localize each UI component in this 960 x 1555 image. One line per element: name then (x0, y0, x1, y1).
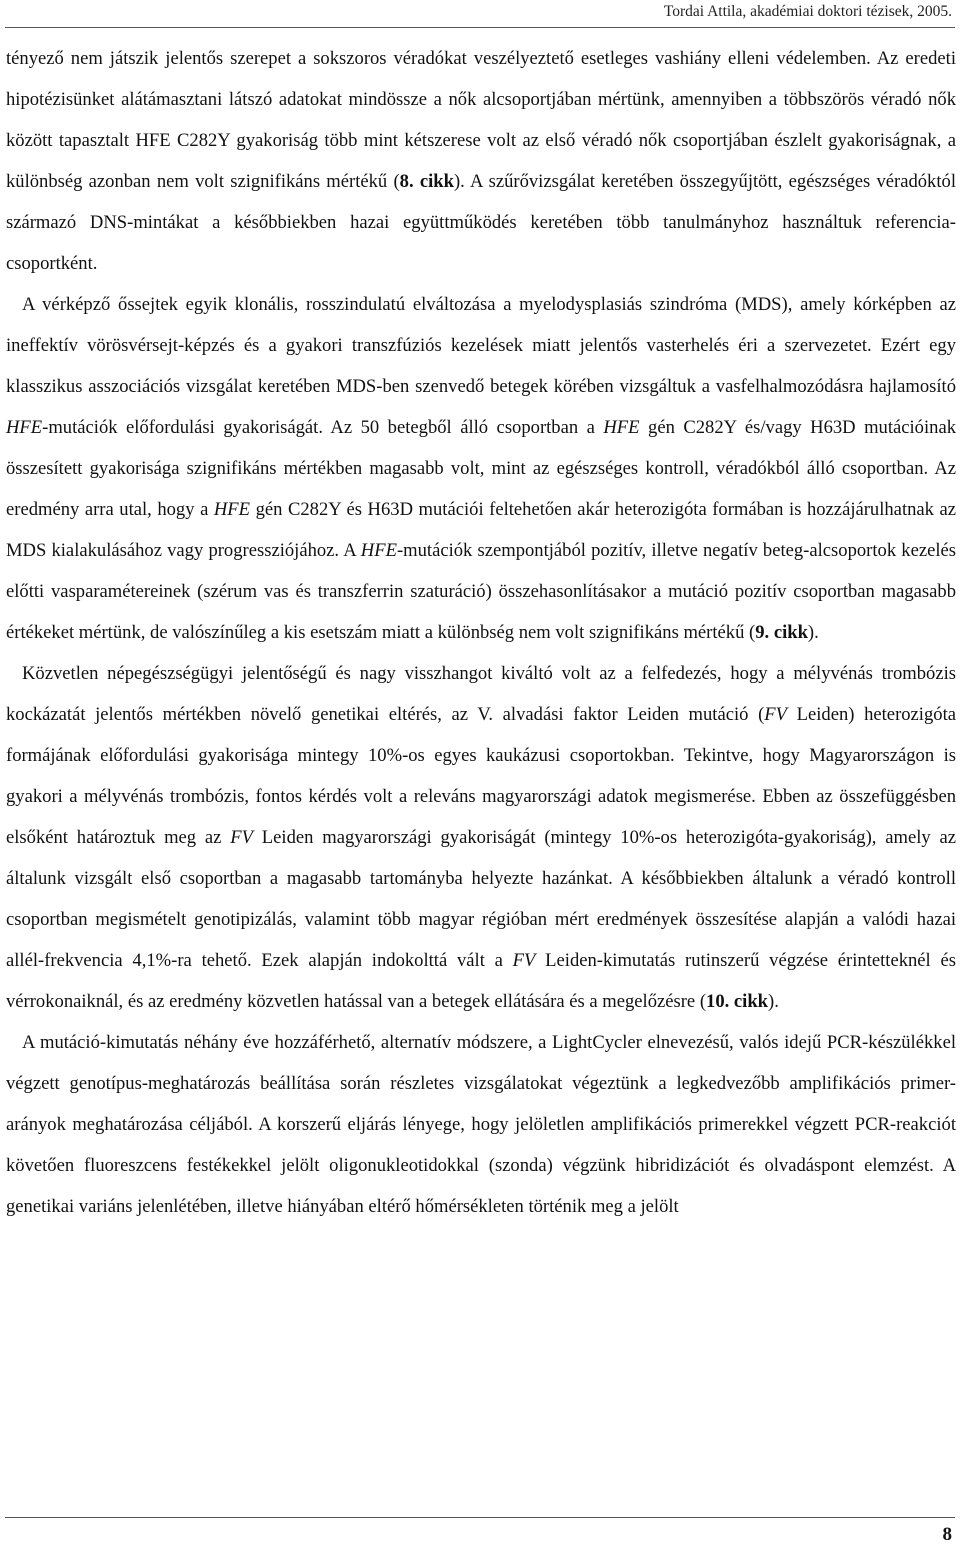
paragraph-1 (6, 38, 956, 284)
text-run: ). A szűrővizsgálat keretében összegyűjtött, egészséges véradóktól származó DNS-mintákat a későbbiekben hazai együttműködés keretében több tanulmányhoz használtuk referencia-csoportként. (6, 171, 956, 274)
document-body (6, 38, 956, 1227)
paragraph-2 (6, 284, 956, 653)
text-run: ). (807, 622, 819, 643)
paragraph-4 (6, 1022, 956, 1227)
text-run: Leiden-kimutatás rutinszerű végzése érintetteknél és vérrokonaiknál, és az eredmény közvetlen hatással van a betegek ellátására és a megelőzésre ( (6, 950, 956, 1012)
footer-rule (5, 1517, 955, 1518)
gene-name: HFE (360, 540, 397, 561)
header-rule (5, 27, 955, 28)
text-run: A vérképző őssejtek egyik klonális, rosszindulatú elváltozása a myelodysplasiás szindróma (MDS), amely kórképben az ineffektív vörösvérsejt-képzés és a gyakori transzfúziós kezelések miatt jelentős vasterhelés éri a szervezetet. Ezért egy klasszikus asszociációs vizsgálat keretében MDS-ben szenvedő betegek körében vizsgáltuk a vasfelhalmozódásra hajlamosító (6, 294, 956, 397)
paragraph-3 (6, 653, 956, 1022)
text-run: -mutációk szempontjából pozitív, illetve negatív beteg-alcsoportok kezelés előtti vasparamétereinek (szérum vas és transzferrin szaturáció) összehasonlításakor a mutáció pozitív csoportban magasabb értékeket mértünk, de valószínűleg a kis esetszám miatt a különbség nem volt szignifikáns mértékű ( (6, 540, 956, 643)
citation-ref: 9. cikk (755, 622, 808, 643)
gene-name: HFE (213, 499, 251, 520)
citation-ref: 10. cikk (706, 991, 769, 1012)
gene-name: FV (764, 704, 787, 725)
gene-name: FV (512, 950, 536, 971)
gene-name: HFE (603, 417, 640, 438)
running-header: Tordai Attila, akadémiai doktori tézisek, 2005. (663, 3, 952, 20)
citation-ref: 8. cikk (399, 171, 454, 192)
text-run: -mutációk előfordulási gyakoriságát. Az 50 betegből álló csoportban a (42, 417, 604, 438)
text-run: tényező nem játszik jelentős szerepet a sokszoros véradókat veszélyeztető esetleges vashiány elleni védelemben. Az eredeti hipotézisünket alátámasztani látszó adatokat mindössze a nők alcsoportjában mértünk, amennyiben a többszörös véradó nők között tapasztalt HFE C282Y gyakoriság több mint kétszerese volt az első véradó nők csoportjában észlelt gyakoriságnak, a különbség azonban nem volt szignifikáns mértékű ( (6, 48, 956, 192)
page-number: 8 (942, 1524, 952, 1545)
text-run: ). (768, 991, 779, 1012)
text-run: gén C282Y és/vagy H63D mutációinak összesített gyakorisága szignifikáns mértékben magasabb volt, mint az egészséges kontroll, véradókból álló csoportban. Az eredmény arra utal, hogy a (6, 417, 956, 520)
text-run: gén C282Y és H63D mutációi feltehetően akár heterozigóta formában is hozzájárulhatnak az MDS kialakulásához vagy progressziójához. A (6, 499, 956, 561)
text-run: Leiden magyarországi gyakoriságát (mintegy 10%-os heterozigóta-gyakoriság), amely az általunk vizsgált első csoportban a magasabb tartományba helyezte hazánkat. A későbbiekben általunk a véradó kontroll csoportban megismételt genotipizálás, valamint több magyar régióban mért eredmények összesítése alapján a valódi hazai allél-frekvencia 4,1%-ra tehető. Ezek alapján indokolttá vált a (6, 827, 957, 971)
text-run: A mutáció-kimutatás néhány éve hozzáférhető, alternatív módszere, a LightCycler elnevezésű, valós idejű PCR-készülékkel végzett genotípus-meghatározás beállítása során részletes vizsgálatokat végeztünk a legkedvezőbb amplifikációs primer-arányok meghatározása céljából. A korszerű eljárás lényege, hogy jelöletlen amplifikációs primerekkel végzett PCR-reakciót követően fluoreszcens festékekkel jelölt oligonukleotidokkal (szonda) végzünk hibridizációt és olvadáspont elemzést. A genetikai variáns jelenlétében, illetve hiányában eltérő hőmérsékleten történik meg a jelölt (6, 1032, 956, 1217)
gene-name: FV (230, 827, 253, 848)
text-run: Leiden) heterozigóta formájának előfordulási gyakorisága mintegy 10%-os egyes kaukázusi csoportokban. Tekintve, hogy Magyarországon is gyakori a mélyvénás trombózis, fontos kérdés volt a releváns magyarországi adatok megismerése. Ebben az összefüggésben elsőként határoztuk meg az (6, 704, 956, 848)
text-run: Közvetlen népegészségügyi jelentőségű és nagy visszhangot kiváltó volt az a felfedezés, hogy a mélyvénás trombózis kockázatát jelentős mértékben növelő genetikai eltérés, az V. alvadási faktor Leiden mutáció ( (6, 663, 956, 725)
gene-name: HFE (6, 417, 43, 438)
